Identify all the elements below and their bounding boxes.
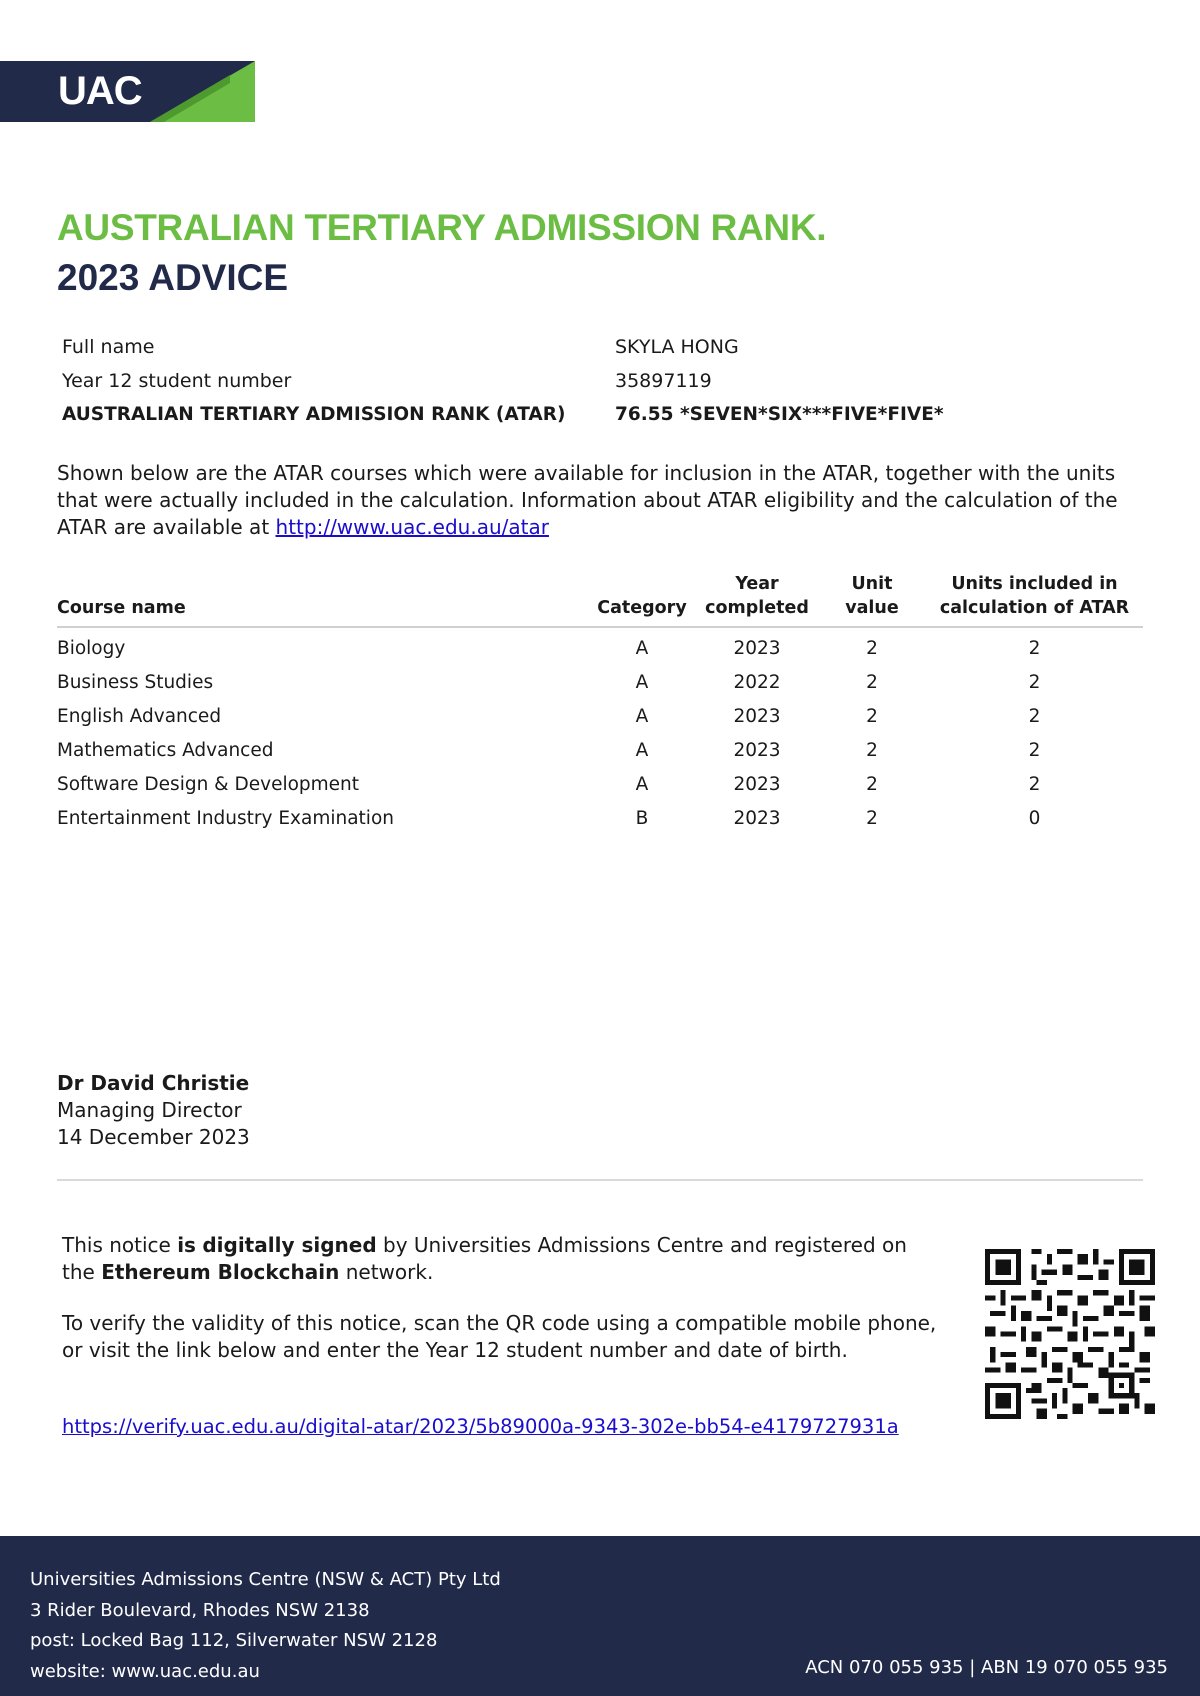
course-name: Mathematics Advanced <box>57 740 274 761</box>
table-row <box>57 808 1143 842</box>
qr-code-icon[interactable] <box>985 1249 1155 1419</box>
signatory-date: 14 December 2023 <box>57 1125 250 1149</box>
header-incl-line2: calculation of ATAR <box>939 598 1130 618</box>
course-units-included: 2 <box>1028 706 1041 727</box>
course-category: A <box>635 706 649 727</box>
course-year: 2023 <box>733 638 781 659</box>
course-year: 2023 <box>733 774 781 795</box>
course-unit-value: 2 <box>866 774 878 795</box>
table-row <box>57 672 1143 706</box>
atar-label: AUSTRALIAN TERTIARY ADMISSION RANK (ATAR) <box>62 404 566 425</box>
header-unit-line2: value <box>845 598 899 618</box>
full-name-label: Full name <box>62 336 155 358</box>
header-unit-value <box>817 572 927 620</box>
course-category: A <box>635 638 649 659</box>
table-row <box>57 706 1143 740</box>
header-units-included <box>932 572 1137 620</box>
course-category: A <box>635 774 649 795</box>
table-row <box>57 740 1143 774</box>
course-name: English Advanced <box>57 706 222 727</box>
course-name: Business Studies <box>57 672 214 693</box>
signatory-name: Dr David Christie <box>57 1071 250 1095</box>
table-header-rule <box>57 626 1143 628</box>
course-unit-value: 2 <box>866 740 878 761</box>
student-number-label: Year 12 student number <box>62 370 292 392</box>
signatory-block <box>57 1070 250 1151</box>
course-name: Software Design & Development <box>57 774 360 795</box>
notice-emphasis: Ethereum Blockchain <box>101 1260 340 1284</box>
notice-text: by Universities Admissions Centre and registered on the <box>62 1233 907 1284</box>
section-divider <box>57 1179 1143 1181</box>
logo-text: UAC <box>58 69 142 113</box>
notice-text: is <box>177 1233 196 1257</box>
footer-website: website: www.uac.edu.au <box>30 1660 260 1682</box>
course-year: 2023 <box>733 706 781 727</box>
course-units-included: 0 <box>1028 808 1041 829</box>
intro-paragraph <box>57 460 1137 541</box>
notice-emphasis: digitally signed <box>202 1233 377 1257</box>
course-unit-value: 2 <box>866 808 878 829</box>
course-name: Entertainment Industry Examination <box>57 808 394 829</box>
full-name-value: SKYLA HONG <box>615 336 739 358</box>
header-year-line1: Year <box>735 574 779 594</box>
footer <box>0 1536 1200 1696</box>
header-year-completed <box>697 572 817 620</box>
student-number-value: 35897119 <box>615 370 712 392</box>
notice-text: network. <box>339 1260 434 1284</box>
verify-link[interactable]: https://verify.uac.edu.au/digital-atar/2023/5b89000a-9343-302e-bb54-e4179727931a <box>62 1415 899 1438</box>
course-unit-value: 2 <box>866 706 878 727</box>
table-row <box>57 774 1143 808</box>
uac-logo <box>0 61 255 122</box>
page-subtitle: 2023 ADVICE <box>57 257 289 298</box>
notice-paragraph-2: To verify the validity of this notice, scan the QR code using a compatible mobile phone, or visit the link below and enter the Year 12 student number and date of birth. <box>62 1311 937 1362</box>
course-unit-value: 2 <box>866 672 878 693</box>
course-category: A <box>635 740 649 761</box>
course-units-included: 2 <box>1028 672 1041 693</box>
header-course-name: Course name <box>57 598 186 618</box>
course-year: 2022 <box>733 672 781 693</box>
atar-value: 76.55 *SEVEN*SIX***FIVE*FIVE* <box>615 404 944 425</box>
footer-street: 3 Rider Boulevard, Rhodes NSW 2138 <box>30 1599 370 1621</box>
course-year: 2023 <box>733 808 781 829</box>
notice-paragraph-1 <box>62 1232 942 1286</box>
header-incl-line1: Units included in <box>951 574 1118 594</box>
course-unit-value: 2 <box>866 638 878 659</box>
course-units-included: 2 <box>1028 740 1041 761</box>
atar-info-link[interactable]: http://www.uac.edu.au/atar <box>275 515 549 539</box>
signatory-role: Managing Director <box>57 1098 242 1122</box>
table-row <box>57 638 1143 672</box>
footer-registration: ACN 070 055 935 | ABN 19 070 055 935 <box>805 1657 1168 1678</box>
header-category: Category <box>597 598 687 618</box>
notice-text: This notice <box>62 1233 178 1257</box>
course-category: B <box>635 808 649 829</box>
course-year: 2023 <box>733 740 781 761</box>
page-title: AUSTRALIAN TERTIARY ADMISSION RANK. <box>57 207 827 248</box>
verification-notice <box>62 1232 942 1388</box>
course-name: Biology <box>57 638 126 659</box>
course-units-included: 2 <box>1028 774 1041 795</box>
course-units-included: 2 <box>1028 638 1041 659</box>
course-category: A <box>635 672 649 693</box>
intro-text: Shown below are the ATAR courses which were available for inclusion in the ATAR, together with the units that were actually included in the calculation. Information about ATAR eligibility and the calculation of the ATAR are available at <box>57 461 1118 539</box>
header-year-line2: completed <box>705 598 809 618</box>
footer-address <box>30 1565 501 1687</box>
footer-post: post: Locked Bag 112, Silverwater NSW 2128 <box>30 1630 438 1651</box>
header-unit-line1: Unit <box>851 574 893 594</box>
footer-company: Universities Admissions Centre (NSW & ACT) Pty Ltd <box>30 1569 501 1590</box>
